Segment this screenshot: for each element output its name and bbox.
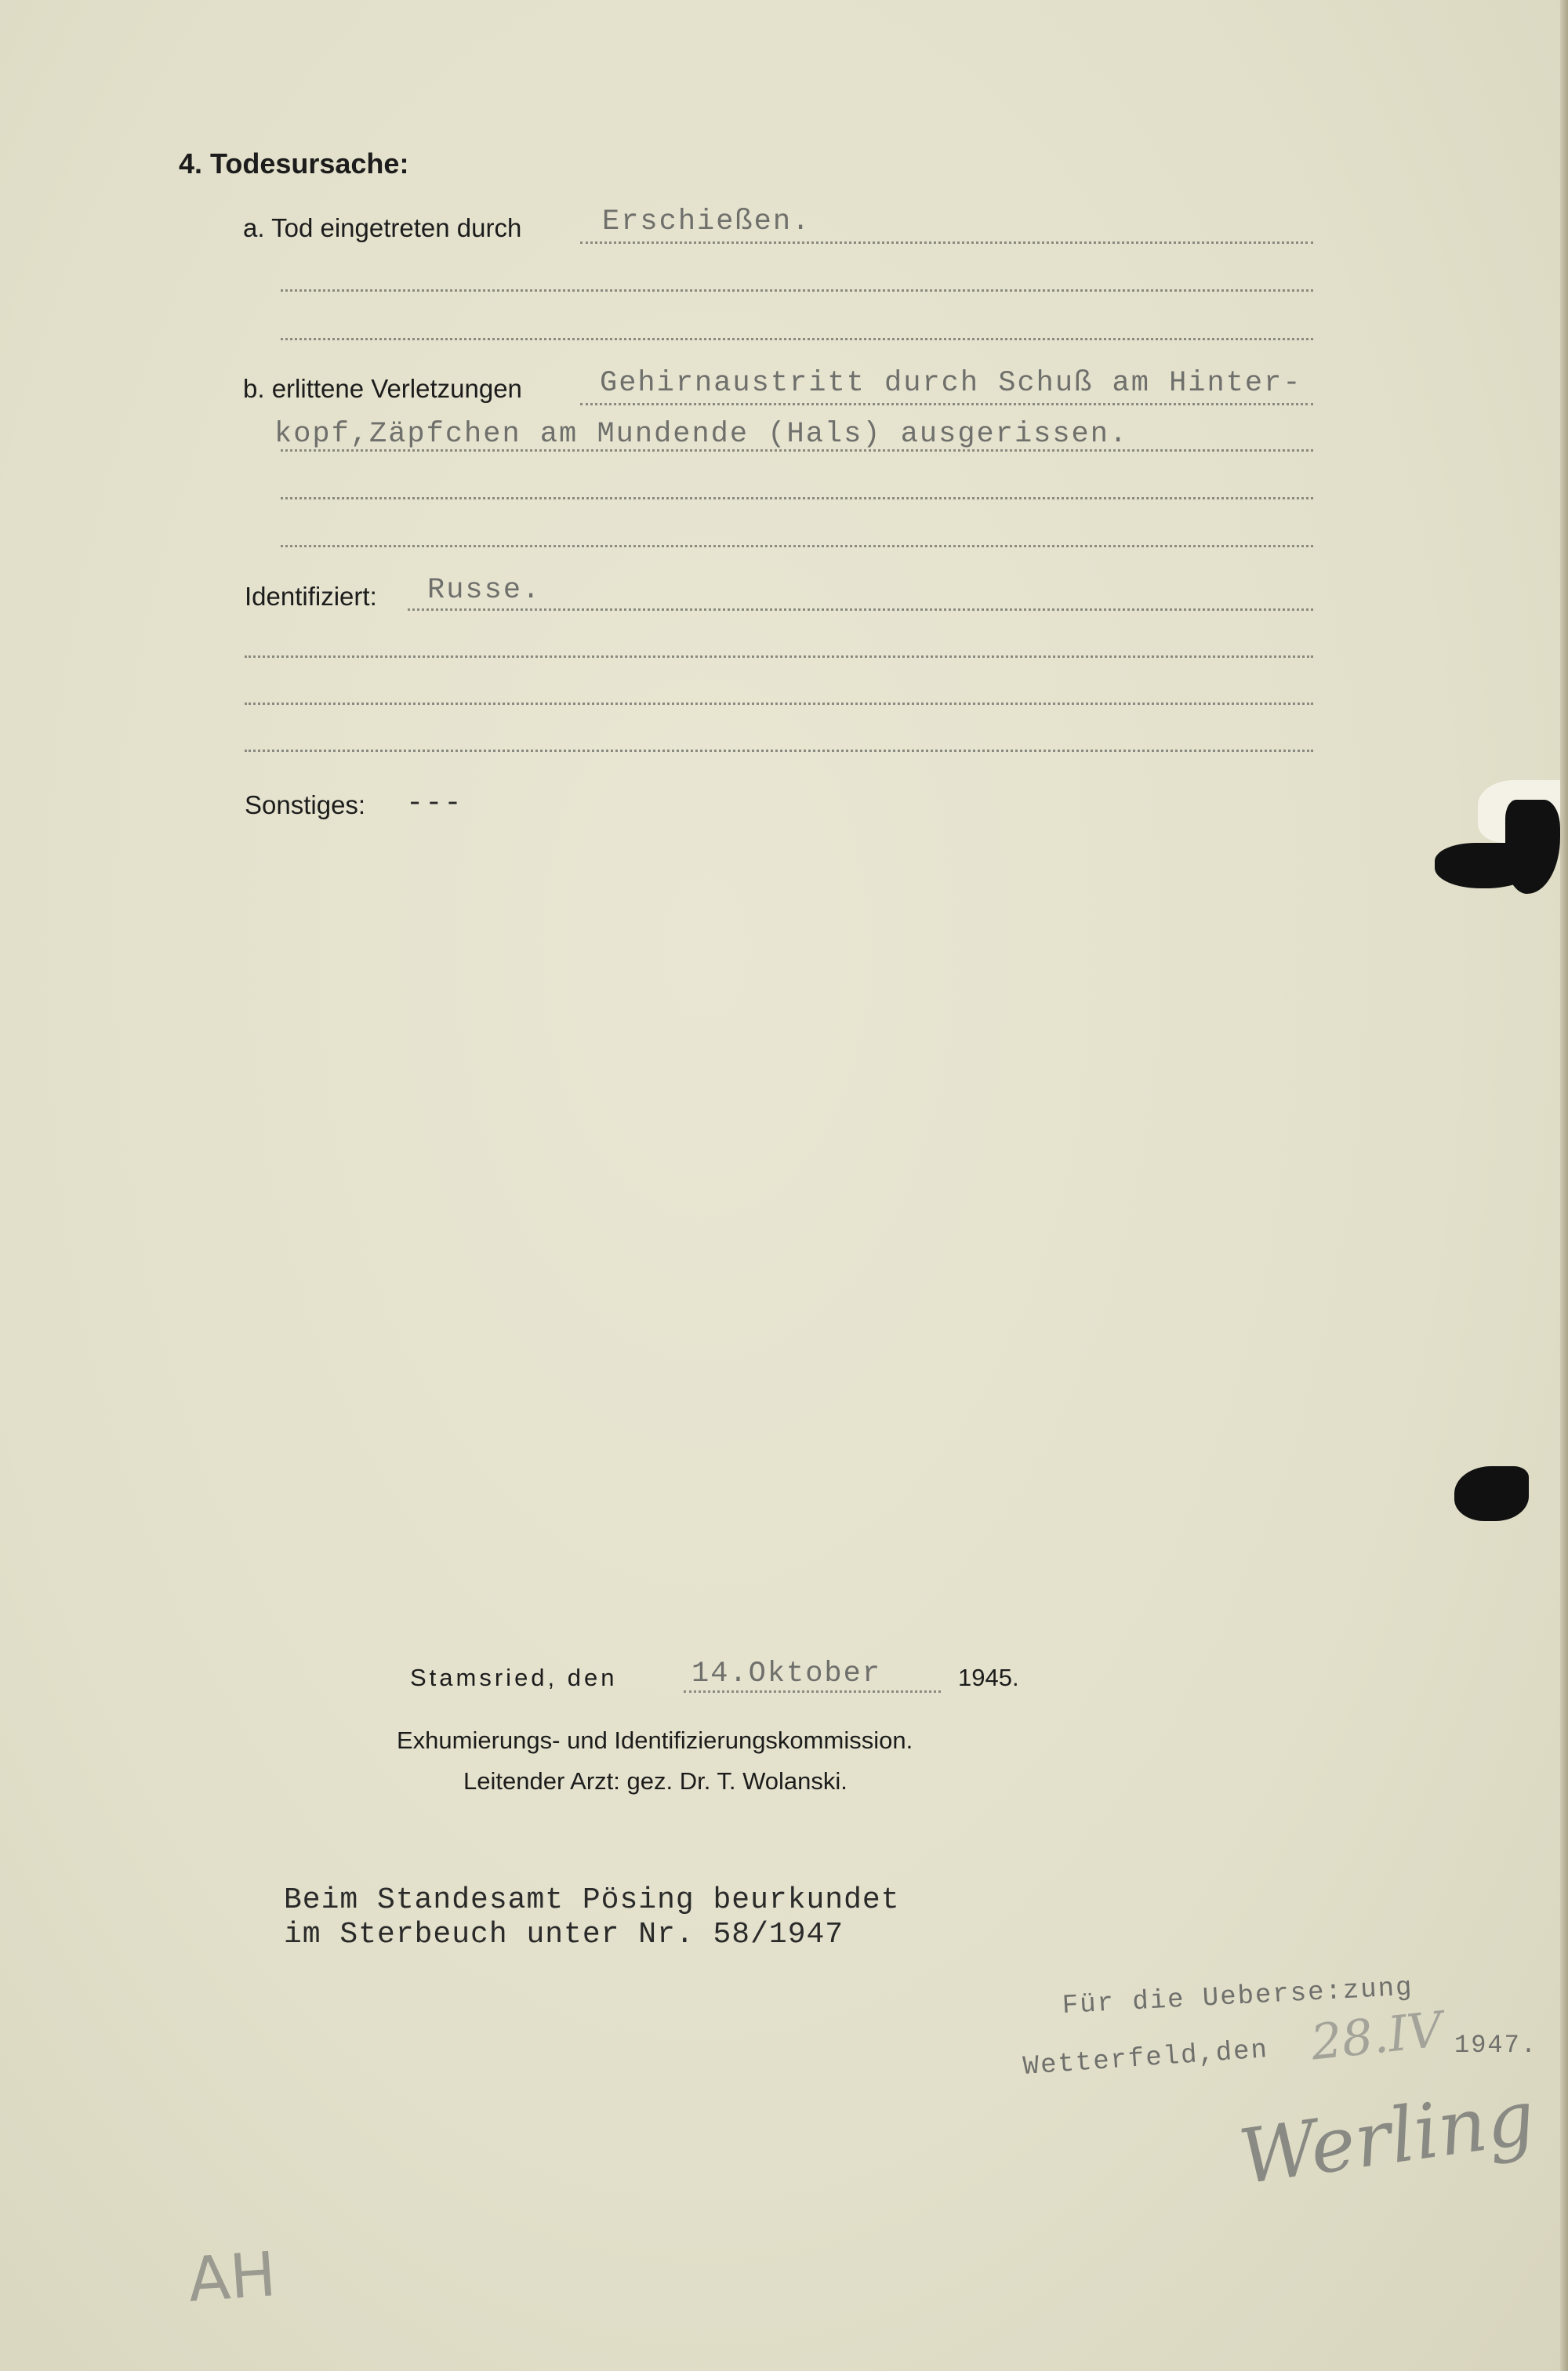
ink-blot (1454, 1466, 1529, 1521)
section-heading: 4. Todesursache: (179, 147, 409, 180)
dotted-line (684, 1690, 941, 1693)
identified-value: Russe. (427, 574, 542, 607)
footer-date: 14.Oktober (691, 1658, 882, 1690)
dotted-line (245, 655, 1313, 658)
injuries-value-line1: Gehirnaustritt durch Schuß am Hinter- (600, 367, 1302, 400)
cause-of-death-value: Erschießen. (602, 205, 811, 238)
certification-year: 1947. (1454, 2031, 1538, 2060)
other-value: --- (406, 787, 463, 820)
dotted-line (245, 750, 1313, 752)
handwritten-date: 28.IV (1308, 2000, 1446, 2071)
place-date-prefix: Stamsried, den (410, 1664, 618, 1691)
identified-label: Identifiziert: (245, 582, 377, 611)
registry-note-line1: Beim Standesamt Pösing beurkundet (284, 1883, 900, 1917)
dotted-line (281, 338, 1313, 340)
dotted-line (580, 241, 1313, 244)
certification-place: Wetterfeld,den (1022, 2035, 1270, 2082)
other-label: Sonstiges: (245, 790, 366, 819)
dotted-line (281, 289, 1313, 292)
dotted-line (281, 449, 1313, 452)
injuries-label: b. erlittene Verletzungen (243, 374, 522, 403)
commission-name: Exhumierungs- und Identifizierungskommission. (397, 1727, 913, 1754)
dotted-line (281, 545, 1313, 547)
paper-edge (1560, 0, 1568, 2371)
margin-initials: AH (185, 2239, 279, 2316)
injuries-value-line2: kopf,Zäpfchen am Mundende (Hals) ausgerissen. (274, 418, 1129, 451)
certification-line1: Für die Ueberse:zung (1062, 1973, 1414, 2021)
footer-year: 1945. (958, 1664, 1019, 1691)
signature-werling: Werling (1234, 2073, 1541, 2202)
dotted-line (281, 497, 1313, 499)
registry-note-line2: im Sterbeuch unter Nr. 58/1947 (284, 1918, 844, 1952)
dotted-line (245, 703, 1313, 705)
cause-of-death-label: a. Tod eingetreten durch (243, 213, 522, 242)
lead-doctor: Leitender Arzt: gez. Dr. T. Wolanski. (463, 1767, 848, 1795)
dotted-line (580, 403, 1313, 405)
ink-blot (1505, 800, 1560, 894)
dotted-line (408, 608, 1313, 611)
